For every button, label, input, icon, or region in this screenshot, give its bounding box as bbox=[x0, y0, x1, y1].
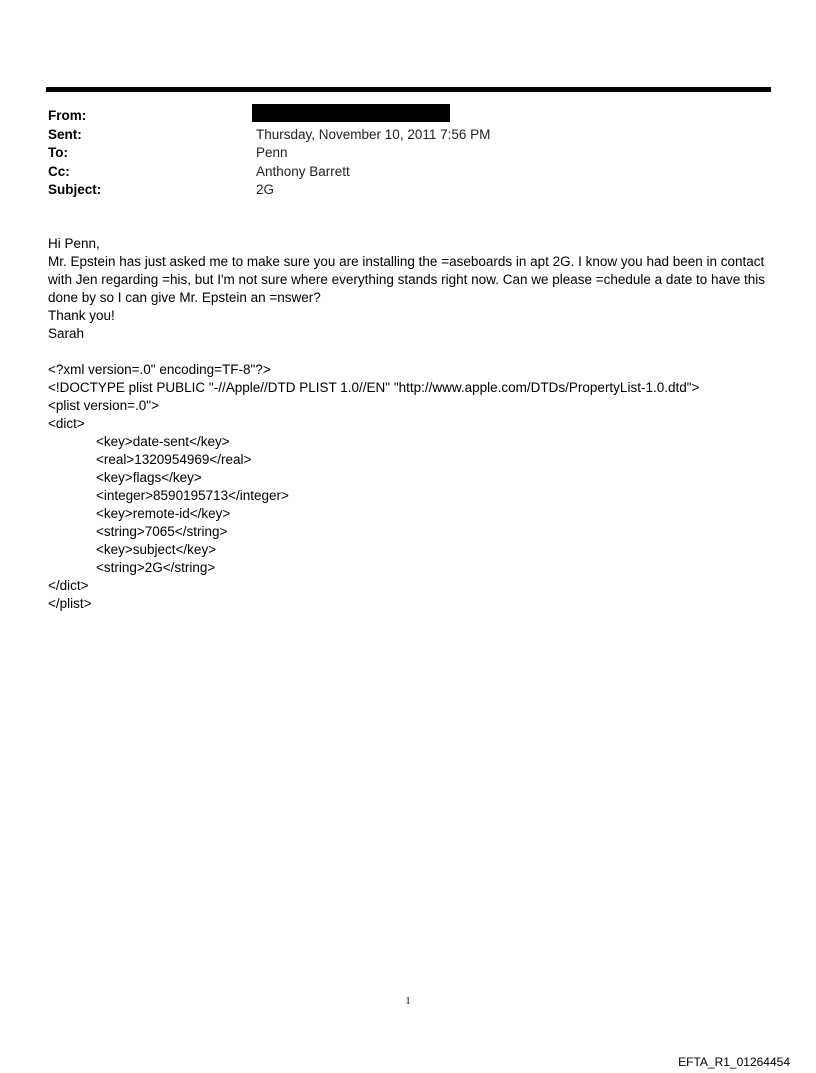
plist-entry: <integer>8590195713</integer> bbox=[96, 488, 289, 503]
paragraph-line: done by so I can give Mr. Epstein an =nswer? bbox=[48, 290, 321, 305]
plist-close: </plist> bbox=[48, 596, 92, 611]
spacer bbox=[48, 343, 778, 361]
thanks-line: Thank you! bbox=[48, 308, 115, 323]
paragraph-line: Mr. Epstein has just asked me to make sure you are installing the =aseboards in apt 2G. I know you had been in contact bbox=[48, 254, 765, 269]
signature: Sarah bbox=[48, 326, 85, 341]
sent-label: Sent: bbox=[48, 126, 82, 142]
subject-label: Subject: bbox=[48, 182, 102, 197]
paragraph-line: with Jen regarding =his, but I'm not sure where everything stands right now. Can we please =chedule a date to have this bbox=[48, 272, 766, 287]
cc-value: Anthony Barrett bbox=[256, 163, 350, 179]
sent-row bbox=[48, 126, 490, 145]
cc-label: Cc: bbox=[48, 163, 70, 179]
email-body bbox=[48, 235, 778, 613]
sent-value: Thursday, November 10, 2011 7:56 PM bbox=[256, 126, 491, 142]
doctype-line: <!DOCTYPE plist PUBLIC "-//Apple//DTD PLIST 1.0//EN" "http://www.apple.com/DTDs/PropertyList-1.0.dtd"> bbox=[48, 380, 700, 395]
plist-entry: <key>flags</key> bbox=[96, 470, 202, 485]
greeting: Hi Penn, bbox=[48, 236, 100, 251]
to-value: Penn bbox=[256, 145, 288, 160]
plist-entry: <key>date-sent</key> bbox=[96, 434, 230, 449]
to-label: To: bbox=[48, 145, 68, 160]
plist-open: <plist version=.0"> bbox=[48, 398, 159, 413]
plist-entry: <key>subject</key> bbox=[96, 542, 217, 557]
xml-declaration: <?xml version=.0" encoding=TF-8"?> bbox=[48, 362, 271, 377]
subject-row bbox=[48, 181, 490, 200]
page-number: 1 bbox=[405, 996, 411, 1007]
plist-entry: <string>2G</string> bbox=[96, 560, 216, 575]
plist-entry: <real>1320954969</real> bbox=[96, 452, 252, 467]
from-label: From: bbox=[48, 108, 87, 123]
subject-value: 2G bbox=[256, 182, 275, 197]
plist-entry: <string>7065</string> bbox=[96, 524, 228, 539]
bates-number: EFTA_R1_01264454 bbox=[678, 1055, 790, 1069]
redaction-box bbox=[252, 104, 450, 122]
header-rule bbox=[46, 87, 771, 92]
plist-entry: <key>remote-id</key> bbox=[96, 506, 231, 521]
dict-close: </dict> bbox=[48, 578, 89, 593]
to-row bbox=[48, 144, 490, 163]
cc-row bbox=[48, 163, 490, 182]
dict-open: <dict> bbox=[48, 416, 85, 431]
